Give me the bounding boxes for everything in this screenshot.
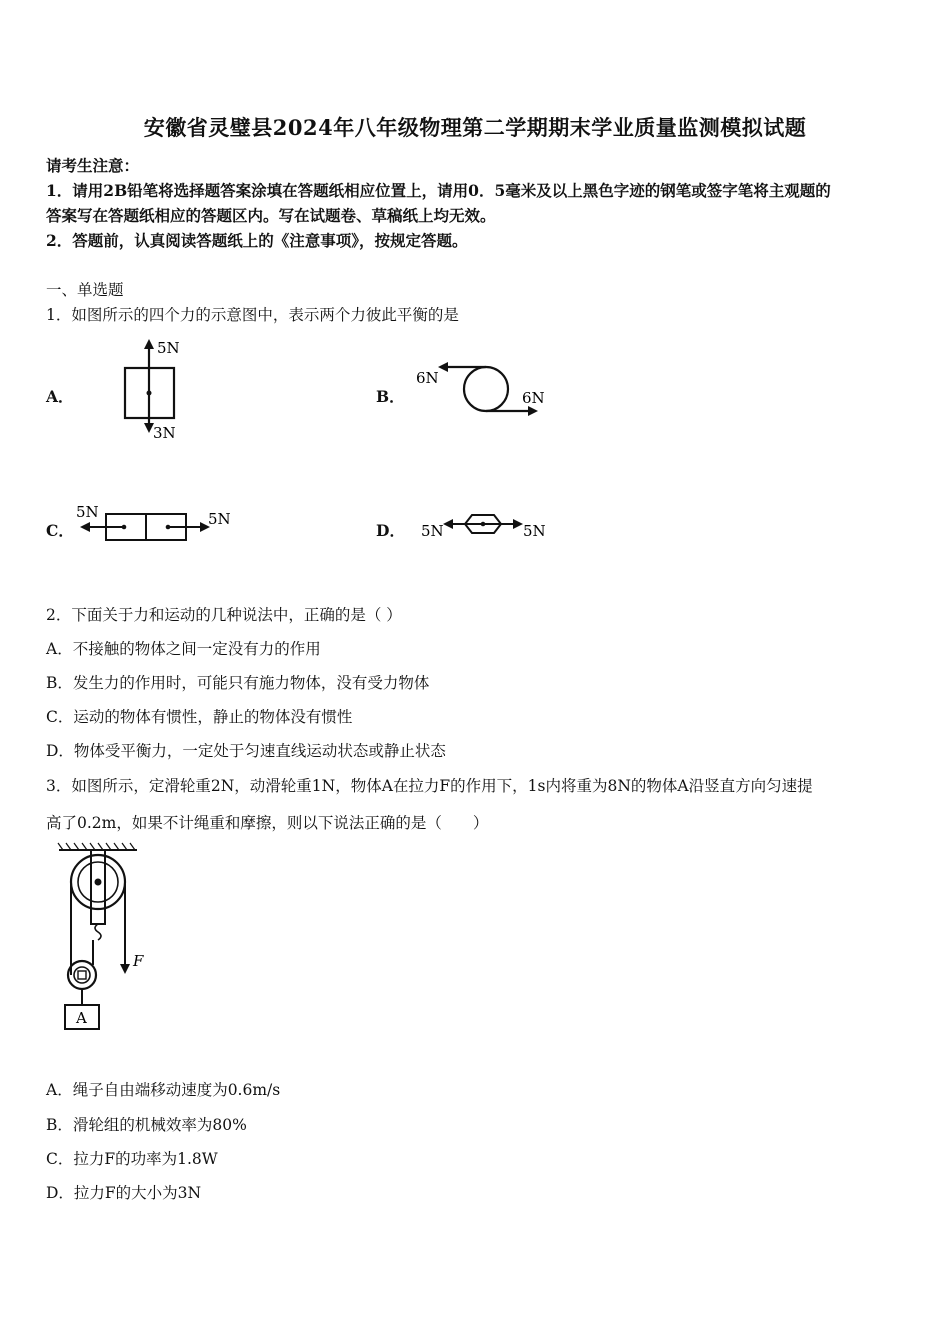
q1-a-bottom-force: 3N xyxy=(153,424,176,442)
q1-option-d-figure xyxy=(415,505,555,545)
fixed-pulley-axle xyxy=(95,879,102,886)
force-f-label: F xyxy=(133,952,144,970)
left-arrowhead xyxy=(443,519,453,529)
action-point xyxy=(147,391,152,396)
q1-d-right-force: 5N xyxy=(523,522,546,540)
q3-option-a[interactable]: A．绳子自由端移动速度为0.6m/s xyxy=(46,1081,281,1099)
q1-a-top-force: 5N xyxy=(157,339,180,357)
section-heading: 一、单选题 xyxy=(46,281,124,299)
q3-pulley-figure xyxy=(55,840,165,1035)
notice-heading: 请考生注意： xyxy=(46,156,140,175)
wheel-shape xyxy=(464,367,508,411)
q1-option-d-label[interactable]: D． xyxy=(376,521,405,540)
q1-option-c-figure xyxy=(70,500,240,550)
hook xyxy=(95,924,101,940)
q1-stem: 1．如图所示的四个力的示意图中，表示两个力彼此平衡的是 xyxy=(46,306,459,324)
q1-b-right-force: 6N xyxy=(522,389,545,407)
q1-b-left-force: 6N xyxy=(416,369,439,387)
q2-option-d[interactable]: D．物体受平衡力，一定处于匀速直线运动状态或静止状态 xyxy=(46,742,446,760)
block-a-label: A xyxy=(76,1009,87,1027)
q1-c-left-force: 5N xyxy=(76,503,99,521)
notice-line-1a: 1．请用2B铅笔将选择题答案涂填在答题纸相应位置上，请用0．5毫米及以上黑色字迹的钢笔或签字笔将主观题的 xyxy=(46,181,831,200)
q2-stem: 2．下面关于力和运动的几种说法中，正确的是（ ） xyxy=(46,606,402,624)
up-arrowhead xyxy=(144,339,154,349)
q1-option-c-label[interactable]: C． xyxy=(46,521,74,540)
q3-option-c[interactable]: C．拉力F的功率为1.8W xyxy=(46,1150,218,1168)
q3-stem-line-2: 高了0.2m，如果不计绳重和摩擦，则以下说法正确的是（ ） xyxy=(46,814,489,832)
q1-c-right-force: 5N xyxy=(208,510,231,528)
fixed-pulley-bracket xyxy=(91,850,105,924)
notice-line-2: 2．答题前，认真阅读答题纸上的《注意事项》，按规定答题。 xyxy=(46,231,468,250)
movable-pulley-groove xyxy=(74,967,90,983)
q2-option-b[interactable]: B．发生力的作用时，可能只有施力物体，没有受力物体 xyxy=(46,674,430,692)
q1-d-left-force: 5N xyxy=(421,522,444,540)
q2-option-a[interactable]: A．不接触的物体之间一定没有力的作用 xyxy=(46,640,321,658)
ceiling-hatching xyxy=(58,843,135,850)
movable-pulley xyxy=(68,961,96,989)
right-arrowhead xyxy=(528,406,538,416)
force-arrowhead xyxy=(120,964,130,974)
page-title: 安徽省灵璧县2024年八年级物理第二学期期末学业质量监测模拟试题 xyxy=(143,115,807,140)
q1-option-b-figure xyxy=(410,355,555,420)
action-point xyxy=(481,522,486,527)
right-action-point xyxy=(166,525,171,530)
right-arrowhead xyxy=(513,519,523,529)
q3-option-d[interactable]: D．拉力F的大小为3N xyxy=(46,1184,202,1202)
notice-line-1b: 答案写在答题纸相应的答题区内。写在试题卷、草稿纸上均无效。 xyxy=(46,206,496,225)
movable-pulley-axle xyxy=(78,971,86,979)
left-arrowhead xyxy=(80,522,90,532)
left-arrowhead xyxy=(438,362,448,372)
left-action-point xyxy=(122,525,127,530)
q1-option-a-figure xyxy=(115,335,195,445)
q1-option-a-label[interactable]: A． xyxy=(46,387,74,406)
q3-option-b[interactable]: B．滑轮组的机械效率为80% xyxy=(46,1116,247,1134)
q1-option-b-label[interactable]: B． xyxy=(376,387,405,406)
q2-option-c[interactable]: C．运动的物体有惯性，静止的物体没有惯性 xyxy=(46,708,353,726)
q3-stem-line-1: 3．如图所示，定滑轮重2N，动滑轮重1N，物体A在拉力F的作用下，1s内将重为8N的物体A沿竖直方向匀速提 xyxy=(46,777,813,795)
